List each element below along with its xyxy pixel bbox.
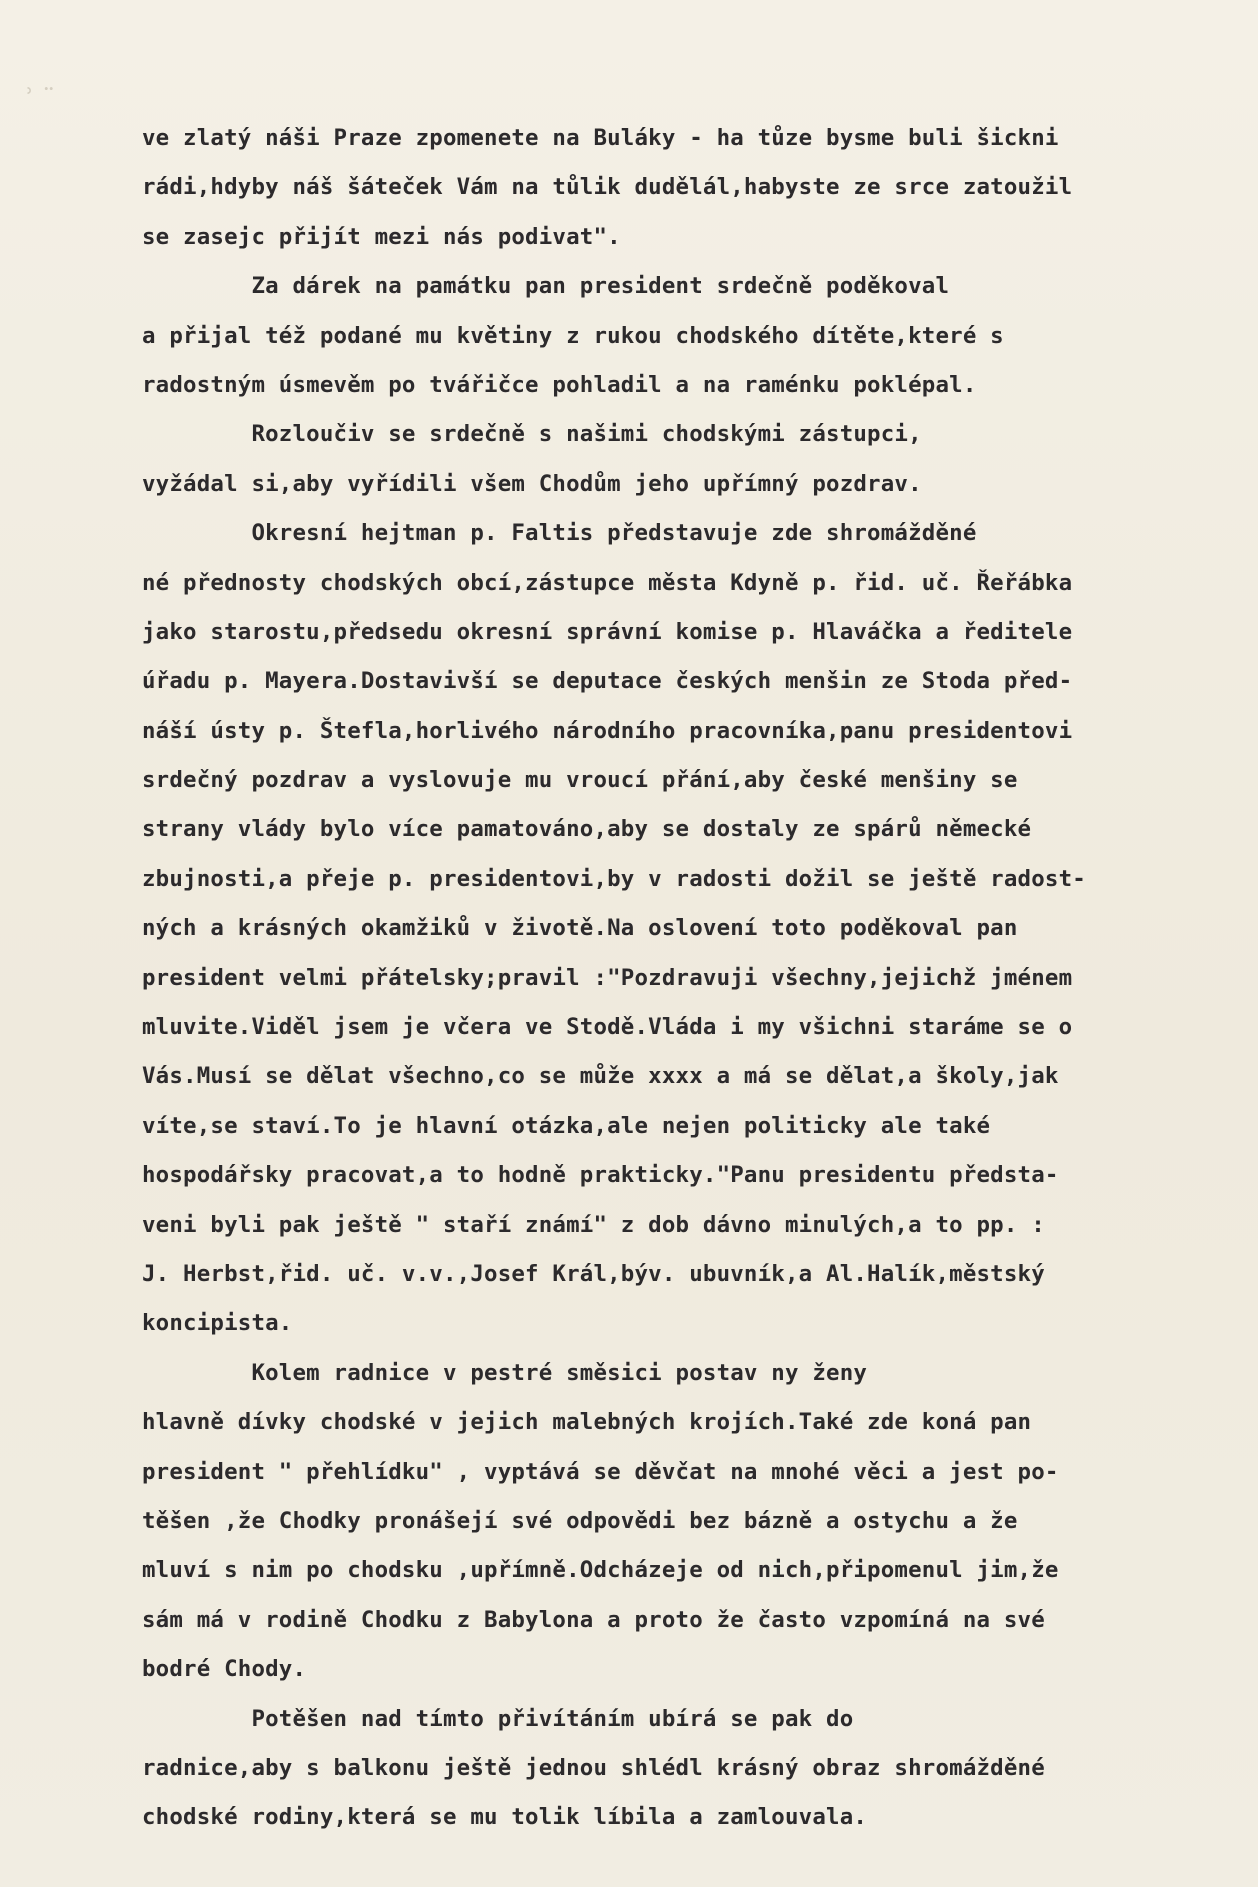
text-line: těšen ,že Chodky pronášejí své odpovědi bez bázně a ostychu a že [142,1507,1018,1534]
text-line: náší ústy p. Štefla,horlivého národního pracovníka,panu presidentovi [142,717,1073,744]
text-line: rádi,hdyby náš šáteček Vám na tůlik dudělál,habyste ze srce zatoužil [142,174,1073,201]
text-line: zbujnosti,a přeje p. presidentovi,by v radosti dožil se ještě radost- [142,865,1086,892]
typed-text-body [142,114,1182,1843]
text-line: srdečný pozdrav a vyslovuje mu vroucí přání,aby české menšiny se [142,767,1018,794]
text-line: J. Herbst,řid. uč. v.v.,Josef Král,býv. ubuvník,a Al.Halík,městský [142,1260,1045,1287]
text-line: hospodářsky pracovat,a to hodně prakticky."Panu presidentu předsta- [142,1162,1059,1189]
text-line: mluvite.Viděl jsem je včera ve Stodě.Vláda i my všichni staráme se o [142,1014,1073,1041]
text-line: Okresní hejtman p. Faltis představuje zde shromážděné [142,520,977,547]
text-line: vyžádal si,aby vyřídili všem Chodům jeho upřímný pozdrav. [142,470,922,497]
text-line: koncipista. [142,1310,293,1337]
margin-mark: ʾ ¨ [26,84,56,114]
text-line: chodské rodiny,která se mu tolik líbila a zamlouvala. [142,1804,868,1831]
text-line: ných a krásných okamžiků v životě.Na oslovení toto poděkoval pan [142,915,1018,942]
text-line: Potěšen nad tímto přivítáním ubírá se pak do [142,1705,854,1732]
text-line: strany vlády bylo více pamatováno,aby se dostaly ze spárů německé [142,816,1032,843]
text-line: se zasejc přijít mezi nás podivat". [142,223,621,250]
text-line: bodré Chody. [142,1656,307,1683]
text-line: úřadu p. Mayera.Dostavivší se deputace českých menšin ze Stoda před- [142,668,1073,695]
text-line: radostným úsmevěm po tvářičce pohladil a na raménku poklépal. [142,371,977,398]
text-line: president " přehlídku" , vyptává se děvčat na mnohé věci a jest po- [142,1458,1059,1485]
text-line: president velmi přátelsky;pravil :"Pozdravuji všechny,jejichž jménem [142,964,1073,991]
text-line: a přijal též podané mu květiny z rukou chodského dítěte,které s [142,322,1004,349]
text-line: Vás.Musí se dělat všechno,co se může xxxx a má se dělat,a školy,jak [142,1063,1059,1090]
text-line: sám má v rodině Chodku z Babylona a proto že často vzpomíná na své [142,1606,1045,1633]
text-line: Za dárek na památku pan president srdečně poděkoval [142,273,950,300]
text-line: Kolem radnice v pestré směsici postav ny ženy [142,1359,868,1386]
text-line: Rozloučiv se srdečně s našimi chodskými zástupci, [142,421,922,448]
text-line: ve zlatý náši Praze zpomenete na Buláky - ha tůze bysme buli šickni [142,125,1059,151]
text-line: veni byli pak ještě " staří známí" z dob dávno minulých,a to pp. : [142,1211,1045,1238]
text-line: jako starostu,předsedu okresní správní komise p. Hlaváčka a ředitele [142,618,1073,645]
text-line: radnice,aby s balkonu ještě jednou shlédl krásný obraz shromážděné [142,1754,1045,1781]
text-line: né přednosty chodských obcí,zástupce města Kdyně p. řid. uč. Řeřábka [142,569,1073,596]
text-line: víte,se staví.To je hlavní otázka,ale nejen politicky ale také [142,1112,991,1139]
text-line: hlavně dívky chodské v jejich malebných krojích.Také zde koná pan [142,1409,1032,1436]
text-line: mluví s nim po chodsku ,upřímně.Odcházeje od nich,připomenul jim,že [142,1557,1059,1584]
